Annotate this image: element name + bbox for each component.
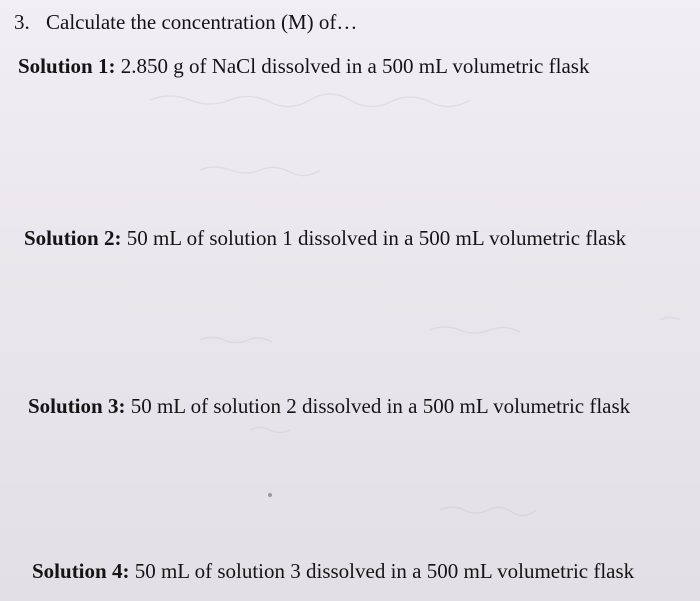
solution-4-text: 50 mL of solution 3 dissolved in a 500 mL volumetric flask xyxy=(129,559,635,583)
question-number: 3. xyxy=(14,10,30,34)
solution-3-line xyxy=(28,394,630,418)
solution-3-text: 50 mL of solution 2 dissolved in a 500 mL volumetric flask xyxy=(125,394,631,418)
solution-4-label: Solution 4: xyxy=(32,559,130,583)
solution-4-line xyxy=(32,559,634,583)
solution-1-text: 2.850 g of NaCl dissolved in a 500 mL volumetric flask xyxy=(115,54,590,78)
solution-1-label: Solution 1: xyxy=(18,54,116,78)
solution-2-label: Solution 2: xyxy=(24,226,122,250)
solution-2-text: 50 mL of solution 1 dissolved in a 500 mL volumetric flask xyxy=(121,226,627,250)
question-title: Calculate the concentration (M) of… xyxy=(46,10,358,34)
solution-1-line xyxy=(18,54,589,78)
question-heading xyxy=(14,10,357,34)
solution-3-label: Solution 3: xyxy=(28,394,126,418)
solution-2-line xyxy=(24,226,626,250)
